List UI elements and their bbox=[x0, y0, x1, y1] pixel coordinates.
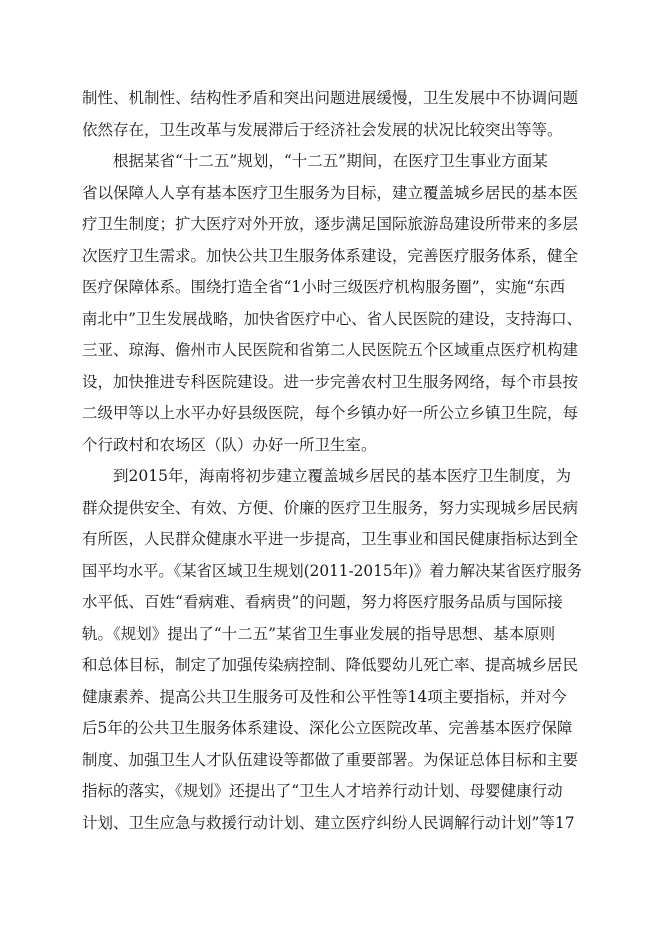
text-line: 有所医，人民群众健康水平进一步提高，卫生事业和国民健康指标达到全 bbox=[82, 530, 579, 548]
text-line: 和总体目标，制定了加强传染病控制、降低婴幼儿死亡率、提高城乡居民 bbox=[82, 656, 579, 674]
text-line: 南北中”卫生发展战略，加快省医疗中心、省人民医院的建设，支持海口、 bbox=[82, 310, 582, 328]
text-line: 次医疗卫生需求。加快公共卫生服务体系建设，完善医疗服务体系，健全 bbox=[82, 247, 579, 265]
text-line: 后5年的公共卫生服务体系建设、深化公立医院改革、完善基本医疗保障 bbox=[82, 719, 573, 737]
text-line: 国平均水平。《某省区域卫生规划(2011-2015年)》着力解决某省医疗服务 bbox=[82, 562, 582, 580]
text-line: 设，加快推进专科医院建设。进一步完善农村卫生服务网络，每个市县按 bbox=[82, 373, 579, 391]
text-line: 健康素养、提高公共卫生服务可及性和公平性等14项主要指标，并对今 bbox=[82, 688, 567, 706]
text-line: 轨。《规划》提出了“十二五”某省卫生事业发展的指导思想、基本原则 bbox=[82, 625, 556, 643]
text-line: 计划、卫生应急与救援行动计划、建立医疗纠纷人民调解行动计划”等17 bbox=[82, 814, 575, 832]
paragraph-start-line: 根据某省“十二五”规划，“十二五”期间，在医疗卫生事业方面某 bbox=[113, 152, 548, 170]
text-line: 依然存在，卫生改革与发展滞后于经济社会发展的状况比较突出等等。 bbox=[82, 121, 563, 139]
text-line: 指标的落实，《规划》还提出了“卫生人才培养行动计划、母婴健康行动 bbox=[82, 782, 563, 800]
text-line: 水平低、百姓“看病难、看病贵”的问题，努力将医疗服务品质与国际接 bbox=[82, 593, 563, 611]
paragraph-start-line: 到2015年，海南将初步建立覆盖城乡居民的基本医疗卫生制度，为 bbox=[113, 467, 571, 485]
text-line: 制度、加强卫生人才队伍建设等都做了重要部署。为保证总体目标和主要 bbox=[82, 751, 579, 769]
text-line: 制性、机制性、结构性矛盾和突出问题进展缓慢，卫生发展中不协调问题 bbox=[82, 89, 579, 107]
text-line: 个行政村和农场区（队）办好一所卫生室。 bbox=[82, 436, 377, 454]
text-line: 群众提供安全、有效、方便、价廉的医疗卫生服务，努力实现城乡居民病 bbox=[82, 499, 579, 517]
text-line: 三亚、琼海、儋州市人民医院和省第二人民医院五个区域重点医疗机构建 bbox=[82, 341, 579, 359]
text-line: 二级甲等以上水平办好县级医院，每个乡镇办好一所公立乡镇卫生院，每 bbox=[82, 404, 579, 422]
text-line: 医疗保障体系。围绕打造全省“1小时三级医疗机构服务圈”，实施“东西 bbox=[82, 278, 566, 296]
text-line: 疗卫生制度；扩大医疗对外开放，逐步满足国际旅游岛建设所带来的多层 bbox=[82, 215, 579, 233]
text-line: 省以保障人人享有基本医疗卫生服务为目标，建立覆盖城乡居民的基本医 bbox=[82, 184, 579, 202]
